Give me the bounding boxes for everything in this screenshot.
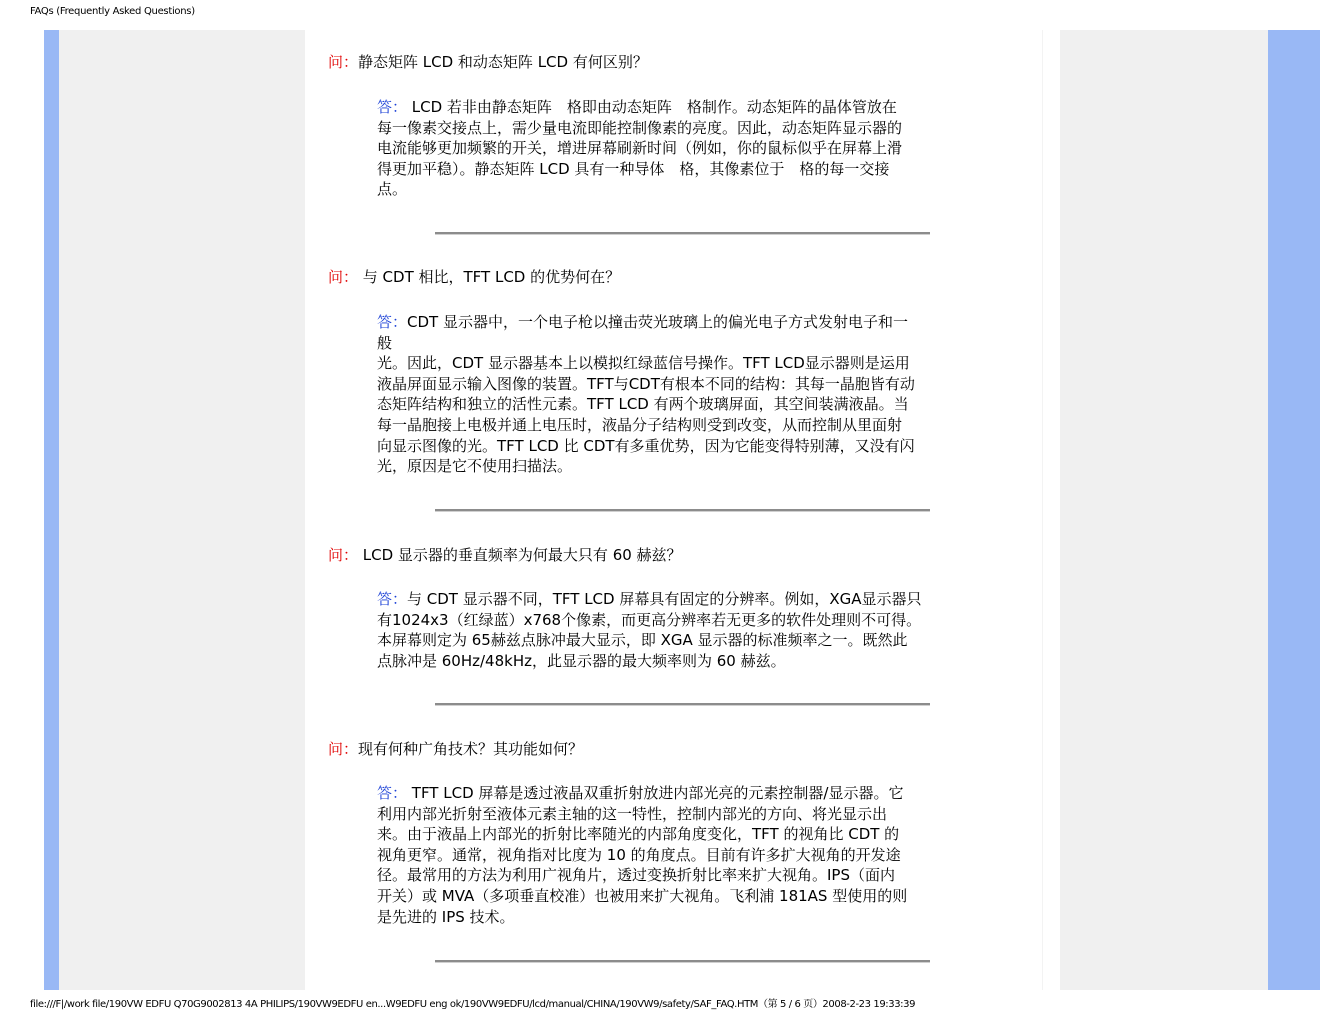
answer-label: 答： <box>377 590 408 608</box>
question-label: 问： <box>328 268 359 286</box>
right-gray-margin <box>1060 30 1268 990</box>
faq-question-3 <box>328 545 682 565</box>
answer-label: 答： <box>377 313 408 331</box>
left-gray-margin <box>59 30 305 990</box>
answer-line: 利用内部光折射至液体元素主轴的这一特性，控制内部光的方向、将光显示出 <box>377 804 888 823</box>
page-footer: file:///F|/work file/190VW EDFU Q70G9002813 4A PHILIPS/190VW9EDFU en...W9EDFU eng ok/190VW9EDFU/lcd/manual/CHINA/190VW9/safety/SAF_FAQ.HTM（第 5 / 6 页）2008-2-23 19:33:39 <box>30 999 916 1010</box>
answer-line: 光。因此，CDT 显示器基本上以模拟红绿蓝信号操作。TFT LCD显示器则是运用 <box>377 354 910 373</box>
faq-question-1 <box>328 52 648 72</box>
answer-line: 来。由于液晶上内部光的折射比率随光的内部角度变化，TFT 的视角比 CDT 的 <box>377 825 900 844</box>
answer-line: 光，原因是它不使用扫描法。 <box>377 457 573 476</box>
answer-line: 向显示图像的光。TFT LCD 比 CDT有多重优势，因为它能变得特别薄，又没有闪 <box>377 436 915 455</box>
faq-answer-4 <box>377 783 985 927</box>
answer-line: 径。最常用的方法为利用广视角片，透过变换折射比率来扩大视角。IPS（面内 <box>377 866 895 885</box>
question-text: 现有何种广角技术？其功能如何？ <box>358 740 584 758</box>
answer-label: 答： <box>377 784 408 802</box>
left-side-band <box>44 30 59 990</box>
right-side-band <box>1268 30 1320 990</box>
separator-rule <box>435 703 930 706</box>
faq-answer-3 <box>377 589 985 671</box>
faq-answer-2 <box>377 312 985 477</box>
page-header: FAQs (Frequently Asked Questions) <box>30 6 195 17</box>
answer-line: 电流能够更加频繁的开关，增进屏幕刷新时间（例如，你的鼠标似乎在屏幕上滑 <box>377 139 903 158</box>
answer-line: 有1024x3（红绿蓝）x768个像素，而更高分辨率若无更多的软件处理则不可得。 <box>377 610 922 629</box>
separator-rule <box>435 509 930 512</box>
answer-line: 答：CDT 显示器中，一个电子枪以撞击荧光玻璃上的偏光电子方式发射电子和一 <box>377 313 908 331</box>
question-label: 问： <box>328 53 359 71</box>
answer-line: 态矩阵结构和独立的活性元素。TFT LCD 有两个玻璃屏面，其空间装满液晶。当 <box>377 395 909 414</box>
answer-line: 般 <box>377 333 393 352</box>
answer-line: 开关）或 MVA（多项垂直校准）也被用来扩大视角。飞利浦 181AS 型使用的则 <box>377 886 908 905</box>
answer-label: 答： <box>377 98 408 116</box>
faq-answer-1 <box>377 97 985 200</box>
content-edge <box>1042 30 1043 990</box>
separator-rule <box>435 232 930 235</box>
answer-line: 是先进的 IPS 技术。 <box>377 907 515 926</box>
question-text: 静态矩阵 LCD 和动态矩阵 LCD 有何区别？ <box>358 53 648 71</box>
answer-line: 点脉冲是 60Hz/48kHz，此显示器的最大频率则为 60 赫兹。 <box>377 651 786 670</box>
question-text: LCD 显示器的垂直频率为何最大只有 60 赫兹？ <box>358 546 682 564</box>
question-text: 与 CDT 相比，TFT LCD 的优势何在？ <box>358 268 621 286</box>
answer-line: 答：与 CDT 显示器不同，TFT LCD 屏幕具有固定的分辨率。例如，XGA显示器只 <box>377 590 922 608</box>
question-label: 问： <box>328 546 359 564</box>
answer-line: 答： LCD 若非由静态矩阵 格即由动态矩阵 格制作。动态矩阵的晶体管放在 <box>377 98 897 116</box>
answer-line: 本屏幕则定为 65赫兹点脉冲最大显示，即 XGA 显示器的标准频率之一。既然此 <box>377 631 908 650</box>
faq-question-4 <box>328 739 583 759</box>
question-label: 问： <box>328 740 359 758</box>
answer-line: 视角更窄。通常，视角指对比度为 10 的角度点。目前有许多扩大视角的开发途 <box>377 845 901 864</box>
answer-line: 答： TFT LCD 屏幕是透过液晶双重折射放进内部光亮的元素控制器/显示器。它 <box>377 784 904 802</box>
answer-line: 每一晶胞接上电极并通上电压时，液晶分子结构则受到改变，从而控制从里面射 <box>377 415 903 434</box>
answer-line: 点。 <box>377 180 408 199</box>
answer-line: 每一像素交接点上，需少量电流即能控制像素的亮度。因此，动态矩阵显示器的 <box>377 118 903 137</box>
faq-question-2 <box>328 267 620 287</box>
answer-line: 液晶屏面显示输入图像的装置。TFT与CDT有根本不同的结构：其每一晶胞皆有动 <box>377 374 915 393</box>
answer-line: 得更加平稳）。静态矩阵 LCD 具有一种导体 格，其像素位于 格的每一交接 <box>377 159 890 178</box>
separator-rule <box>435 960 930 963</box>
